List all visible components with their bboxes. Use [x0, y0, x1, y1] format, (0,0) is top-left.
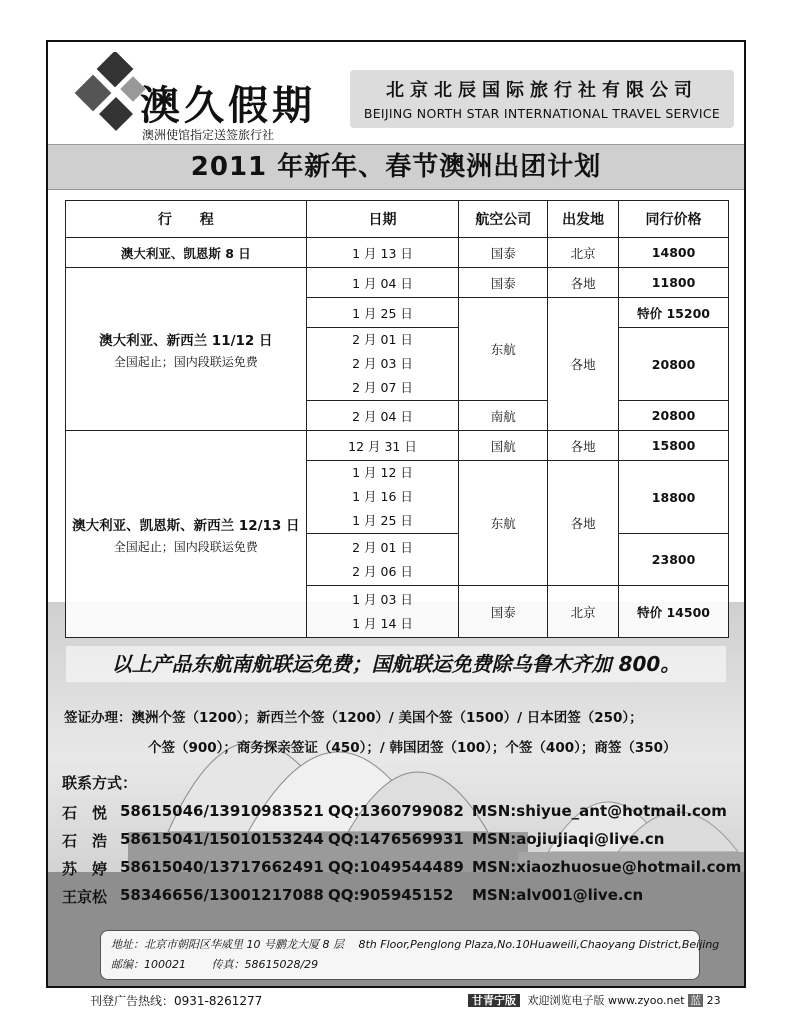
- contact-msn: MSN:alv001@live.cn: [472, 886, 644, 904]
- contact-row: [62, 800, 742, 828]
- price-cell: 23800: [619, 534, 729, 586]
- date-cell: 12 月 31 日: [306, 431, 459, 461]
- table-row: [66, 238, 729, 268]
- airline-cell: 国泰: [459, 238, 548, 268]
- table-row: [66, 268, 729, 298]
- origin-cell: 北京: [548, 238, 619, 268]
- contact-qq: QQ:1360799082: [328, 802, 464, 820]
- contact-name: 王京松: [62, 888, 108, 906]
- col-header-date: 日期: [306, 201, 459, 238]
- page-title: 2011 年新年、春节澳洲出团计划: [190, 152, 602, 182]
- col-header-price: 同行价格: [619, 201, 729, 238]
- contact-msn: MSN:xiaozhuosue@hotmail.com: [472, 858, 742, 876]
- date-line: 2 月 03 日: [352, 356, 413, 371]
- contact-list: [62, 800, 742, 912]
- price-cell: 20800: [619, 401, 729, 431]
- contact-heading: 联系方式：: [62, 774, 138, 792]
- date-line: 2 月 06 日: [352, 563, 413, 579]
- page-tag: 蓝: [690, 994, 702, 1007]
- route-cell: [66, 431, 307, 638]
- date-cell: [306, 461, 459, 534]
- date-line: 1 月 03 日: [352, 591, 413, 607]
- headline-bar: [48, 144, 744, 190]
- contact-phone: 58615046/13910983521: [120, 802, 324, 820]
- price-cell: 11800: [619, 268, 729, 298]
- price-cell: 特价 15200: [619, 298, 729, 328]
- date-line: 1 月 12 日: [352, 465, 413, 480]
- company-name-cn: 北京北辰国际旅行社有限公司: [386, 80, 698, 101]
- postcode-fax-line: 邮编：100021 传真：58615028/29: [111, 958, 319, 971]
- route-note: 全国起止；国内段联运免费: [113, 354, 258, 369]
- origin-cell: 北京: [548, 586, 619, 638]
- route-name: 澳大利亚、凯恩斯、新西兰 12/13 日: [72, 517, 300, 534]
- address-box: [100, 930, 720, 980]
- visa-services-line2: 个签（900）；商务探亲签证（450）；/ 韩国团签（100）；个签（400）；商签（350）: [148, 740, 677, 756]
- price-cell: 14800: [619, 238, 729, 268]
- price-cell: 特价 14500: [619, 586, 729, 638]
- col-header-airline: 航空公司: [459, 201, 548, 238]
- edition-badge: 甘青宁版: [468, 994, 520, 1007]
- origin-cell: 各地: [548, 298, 619, 431]
- date-line: 2 月 07 日: [352, 380, 413, 395]
- date-cell: 1 月 25 日: [306, 298, 459, 328]
- date-line: 2 月 01 日: [352, 539, 413, 555]
- airline-cell: 东航: [459, 298, 548, 401]
- free-transfer-banner: 以上产品东航南航联运免费；国航联运免费除乌鲁木齐加 800。: [66, 646, 726, 682]
- contact-msn: MSN:aojiujiaqi@live.cn: [472, 830, 665, 848]
- date-cell: [306, 534, 459, 586]
- contact-phone: 58615040/13717662491: [120, 858, 324, 876]
- date-line: 1 月 25 日: [352, 513, 413, 528]
- airline-cell: 国航: [459, 431, 548, 461]
- col-header-route: 行 程: [66, 201, 307, 238]
- visa-services-line1: 签证办理：澳洲个签（1200）；新西兰个签（1200）/ 美国个签（1500）/ 日本团签（250）；: [64, 710, 643, 726]
- price-cell: 15800: [619, 431, 729, 461]
- date-line: 1 月 14 日: [352, 615, 413, 631]
- tour-schedule-table: [65, 200, 729, 638]
- airline-cell: 南航: [459, 401, 548, 431]
- price-cell: 18800: [619, 461, 729, 534]
- price-cell: 20800: [619, 328, 729, 401]
- contact-msn: MSN:shiyue_ant@hotmail.com: [472, 802, 727, 820]
- origin-cell: 各地: [548, 268, 619, 298]
- contact-name: 苏 婷: [62, 860, 108, 878]
- brand-logo: [70, 52, 360, 142]
- table-row: [66, 431, 729, 461]
- origin-cell: 各地: [548, 461, 619, 586]
- col-header-origin: 出发地: [548, 201, 619, 238]
- contact-row: [62, 856, 742, 884]
- airline-cell: 东航: [459, 461, 548, 586]
- route-cell: 澳大利亚、凯恩斯 8 日: [66, 238, 307, 268]
- airline-cell: 国泰: [459, 268, 548, 298]
- table-header-row: [66, 201, 729, 238]
- route-name: 澳大利亚、新西兰 11/12 日: [99, 332, 273, 349]
- date-cell: [306, 328, 459, 401]
- date-cell: 1 月 13 日: [306, 238, 459, 268]
- ad-frame: [46, 40, 746, 988]
- date-cell: [306, 586, 459, 638]
- contact-name: 石 悦: [62, 804, 108, 822]
- contact-qq: QQ:1049544489: [328, 858, 464, 876]
- contact-qq: QQ:905945152: [328, 886, 454, 904]
- page-number: 23: [706, 994, 721, 1007]
- address-line: 地址：北京市朝阳区华威里 10 号鹏龙大厦 8 层 8th Floor,Penglong Plaza,No.10Huaweili,Chaoyang District,Beijing: [111, 938, 720, 951]
- date-line: 2 月 01 日: [352, 332, 413, 347]
- company-name-en: BEIJING NORTH STAR INTERNATIONAL TRAVEL SERVICE: [363, 106, 721, 121]
- contact-name: 石 浩: [62, 832, 108, 850]
- route-note: 全国起止；国内段联运免费: [113, 539, 258, 554]
- date-line: 1 月 16 日: [352, 489, 413, 504]
- page-footer: [468, 992, 721, 1008]
- company-box: [350, 70, 734, 128]
- brand-title: 澳久假期: [140, 82, 316, 129]
- contact-row: [62, 884, 742, 912]
- footer-note: 欢迎浏览电子版 www.zyoo.net: [527, 994, 685, 1007]
- brand-subtitle: 澳洲使馆指定送签旅行社: [142, 128, 275, 142]
- contact-row: [62, 828, 742, 856]
- date-cell: 1 月 04 日: [306, 268, 459, 298]
- contact-qq: QQ:1476569931: [328, 830, 464, 848]
- airline-cell: 国泰: [459, 586, 548, 638]
- contact-phone: 58615041/15010153244: [120, 830, 324, 848]
- origin-cell: 各地: [548, 431, 619, 461]
- ad-hotline: 刊登广告热线：0931-8261277: [90, 994, 263, 1008]
- contact-phone: 58346656/13001217088: [120, 886, 324, 904]
- date-cell: 2 月 04 日: [306, 401, 459, 431]
- route-cell: [66, 268, 307, 431]
